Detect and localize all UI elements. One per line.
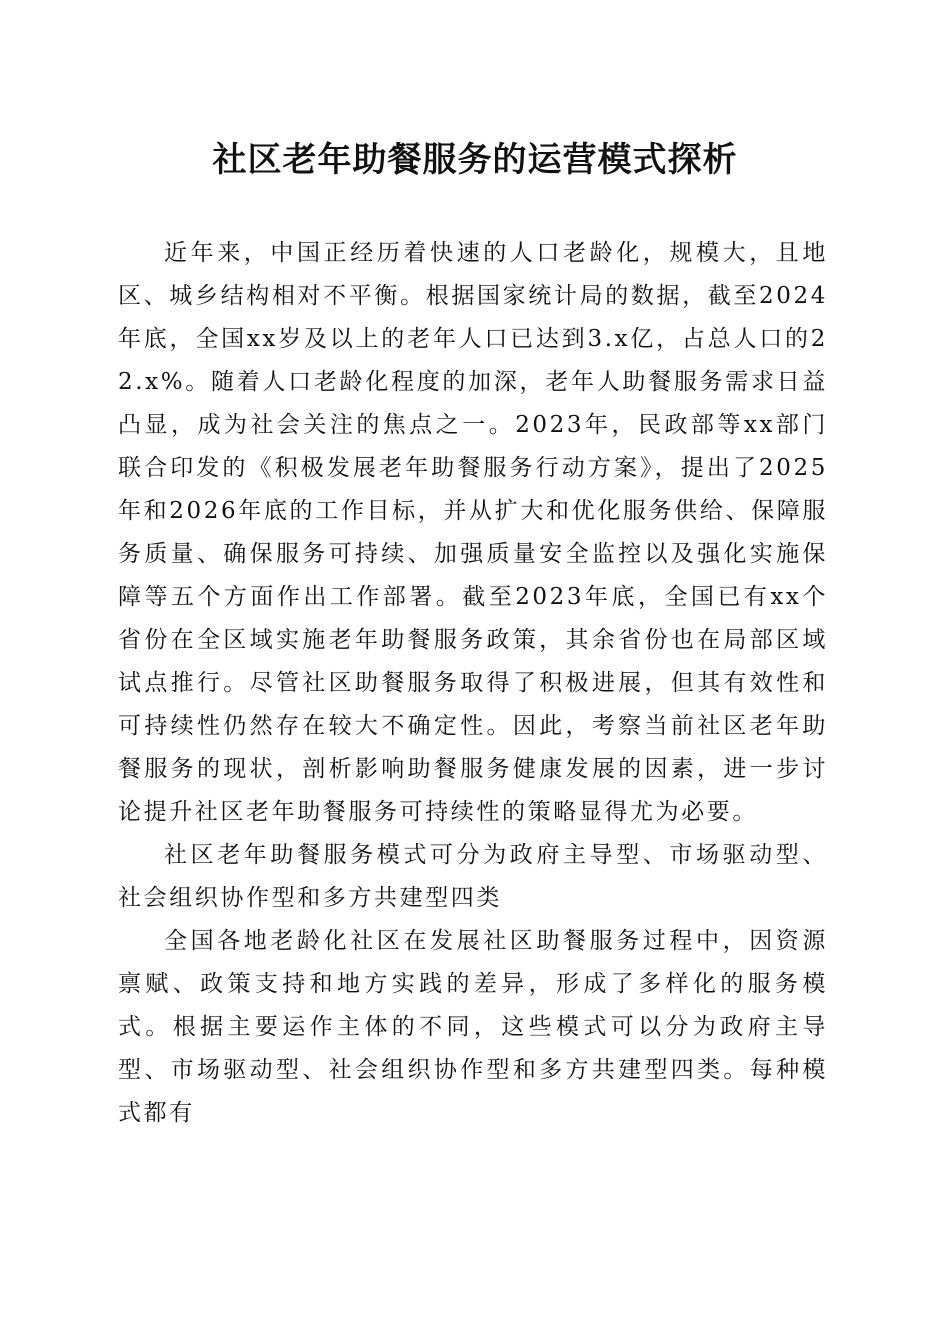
paragraph-section-heading: 社区老年助餐服务模式可分为政府主导型、市场驱动型、社会组织协作型和多方共建型四类 bbox=[118, 842, 828, 911]
document-title: 社区老年助餐服务的运营模式探析 bbox=[212, 140, 738, 180]
paragraph-intro: 近年来，中国正经历着快速的人口老龄化，规模大，且地区、城乡结构相对不平衡。根据国家统计局的数据，截至2024年底，全国xx岁及以上的老年人口已达到3.x亿，占总人口的22.x%。随着人口老龄化程度的加深，老年人助餐服务需求日益凸显，成为社会关注的焦点之一。2023年，民政部等xx部门联合印发的《积极发展老年助餐服务行动方案》，提出了2025年和2026年底的工作目标，并从扩大和优化服务供给、保障服务质量、确保服务可持续、加强质量安全监控以及强化实施保障等五个方面作出工作部署。截至2023年底，全国已有xx个省份在全区域实施老年助餐服务政策，其余省份也在局部区域试点推行。尽管社区助餐服务取得了积极进展，但其有效性和可持续性仍然存在较大不确定性。因此，考察当前社区老年助餐服务的现状，剖析影响助餐服务健康发展的因素，进一步讨论提升社区老年助餐服务可持续性的策略显得尤为必要。 bbox=[118, 240, 828, 825]
paragraph-models: 全国各地老龄化社区在发展社区助餐服务过程中，因资源禀赋、政策支持和地方实践的差异，形成了多样化的服务模式。根据主要运作主体的不同，这些模式可以分为政府主导型、市场驱动型、社会组织协作型和多方共建型四类。每种模式都有 bbox=[118, 928, 828, 1126]
document-body bbox=[118, 232, 828, 1135]
